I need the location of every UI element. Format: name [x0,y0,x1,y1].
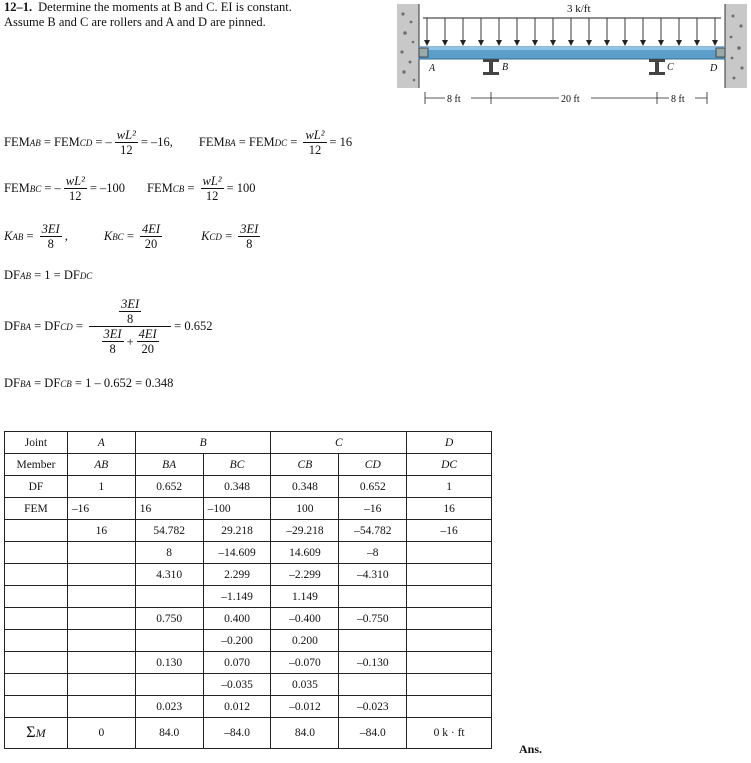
table-cell: 0.652 [339,476,407,498]
table-cell [407,608,492,630]
table-cell [407,696,492,718]
df-ab-equation: DF AB = 1 = DF DC [4,268,93,282]
table-row [5,476,492,498]
table-cell: 1.149 [271,586,339,608]
table-cell: 0.200 [271,630,339,652]
problem-text-line2: Assume B and C are rollers and A and D are pinned. [4,15,266,29]
support-label-c: C [667,62,674,73]
roller-c-icon [649,59,665,75]
table-cell: –16 [67,498,135,520]
support-label-a: A [429,63,436,74]
table-row [5,542,492,564]
pin-d-icon [716,48,725,57]
table-cell [407,586,492,608]
sigma-icon: ΣM [5,718,68,749]
table-cell: 0.750 [135,608,203,630]
table-cell [407,564,492,586]
table-cell [339,674,407,696]
answer-label: Ans. [519,742,543,756]
table-cell: 100 [271,498,339,520]
table-cell: FEM [5,498,68,520]
moment-distribution-table [4,431,492,749]
table-cell: –16 [407,520,492,542]
load-label: 3 k/ft [567,3,591,15]
table-cell: 4.310 [135,564,203,586]
df-bc-equation: DF BA = DF CB = 1 – 0.652 = 0.348 [4,376,174,390]
table-row [5,608,492,630]
table-cell: –1.149 [203,586,271,608]
table-cell: –14.609 [203,542,271,564]
table-cell [339,630,407,652]
table-cell: 29.218 [203,520,271,542]
table-cell: 0.130 [135,652,203,674]
table-cell: DF [5,476,68,498]
table-cell: –8 [339,542,407,564]
table-cell: 1 [407,476,492,498]
table-cell: –29.218 [271,520,339,542]
table-cell: 16 [407,498,492,520]
table-cell [5,674,68,696]
table-cell [67,586,135,608]
table-cell [339,586,407,608]
dimension-label-2: 20 ft [561,94,580,105]
table-cell: 0.035 [271,674,339,696]
distributed-load [423,18,721,46]
table-cell: 0.348 [271,476,339,498]
table-row [5,520,492,542]
fraction-wl2-12: $\frac{\text{wL²}}{12}$ [116,128,136,157]
table-cell [135,586,203,608]
table-row [5,696,492,718]
table-cell [407,542,492,564]
table-cell [67,674,135,696]
table-cell [67,652,135,674]
table-cell [5,608,68,630]
table-cell [5,542,68,564]
table-cell [5,564,68,586]
table-cell [67,696,135,718]
right-wall [725,4,747,88]
df-ba-equation: DF BA = DF CD = $\frac{3EI}{8}$ $\frac{3EI}{8}$ + $\frac{4EI}{20}$ = 0.652 [4,297,213,356]
table-cell: 8 [135,542,203,564]
support-label-b: B [502,62,509,73]
table-cell: 0.652 [135,476,203,498]
table-cell [5,696,68,718]
table-cell: 2.299 [203,564,271,586]
table-row [5,674,492,696]
table-cell: 16 [135,498,203,520]
fem-equation-line2: FEM BC = – $\frac{\text{wL²}}{12}$ = –100 FEM CB = $\frac{\text{wL²}}{12}$ = 100 [4,174,256,203]
support-label-d: D [710,63,718,74]
table-cell: 0.012 [203,696,271,718]
table-cell: 14.609 [271,542,339,564]
table-cell [407,674,492,696]
table-cell: –0.035 [203,674,271,696]
table-cell: –4.310 [339,564,407,586]
beam [419,47,725,59]
table-cell: 1 [67,476,135,498]
table-cell: –0.070 [271,652,339,674]
dimension-label-3: 8 ft [671,94,685,105]
beam-figure [395,0,751,118]
table-cell: –54.782 [339,520,407,542]
table-cell [67,564,135,586]
sum-row: ΣM 0 84.0 –84.0 84.0 –84.0 0 k · ft [5,718,492,749]
table-cell: –0.130 [339,652,407,674]
table-cell [67,542,135,564]
table-cell [135,674,203,696]
table-cell: 0.400 [203,608,271,630]
table-cell: –16 [339,498,407,520]
table-cell: –0.012 [271,696,339,718]
table-cell [407,630,492,652]
table-cell [67,608,135,630]
fem-equation-line1: FEM AB = FEM CD = – $\frac{\text{wL²}}{12}$ = –16, FEM BA = FEM DC = $\frac{\text{wL²}}{12}$ = 16 [4,128,353,157]
problem-number: 12–1. [4,0,33,14]
table-cell: 16 [67,520,135,542]
table-cell: –0.400 [271,608,339,630]
table-cell [5,520,68,542]
dimension-label-1: 8 ft [447,94,461,105]
df-big-fraction: $\frac{3EI}{8}$ $\frac{3EI}{8}$ + $\frac{4EI}{20}$ [89,297,171,356]
table-cell [67,630,135,652]
joint-row: Joint A B C D [5,432,492,454]
table-row [5,630,492,652]
table-cell: 0.348 [203,476,271,498]
table-cell [135,630,203,652]
table-cell [5,586,68,608]
problem-statement [4,0,404,30]
table-row [5,652,492,674]
stiffness-equations: K AB = $\frac{3EI}{8}$ , K BC = $\frac{4EI}{20}$ K CD = $\frac{3EI}{8}$ [4,222,259,251]
table-cell: 0.070 [203,652,271,674]
member-row: Member AB BA BC CB CD DC [5,454,492,476]
table-cell: 54.782 [135,520,203,542]
table-cell: –0.023 [339,696,407,718]
roller-b-icon [483,59,499,75]
table-cell [5,652,68,674]
table-row [5,586,492,608]
table-cell: 0.023 [135,696,203,718]
problem-text-line1: Determine the moments at B and C. EI is constant. [38,0,292,14]
table-cell: –2.299 [271,564,339,586]
table-cell: –0.200 [203,630,271,652]
pin-a-icon [419,48,428,57]
left-wall [397,4,419,88]
table-cell: –100 [203,498,271,520]
table-cell [5,630,68,652]
table-row [5,564,492,586]
table-cell: –0.750 [339,608,407,630]
table-cell [407,652,492,674]
table-row [5,498,492,520]
